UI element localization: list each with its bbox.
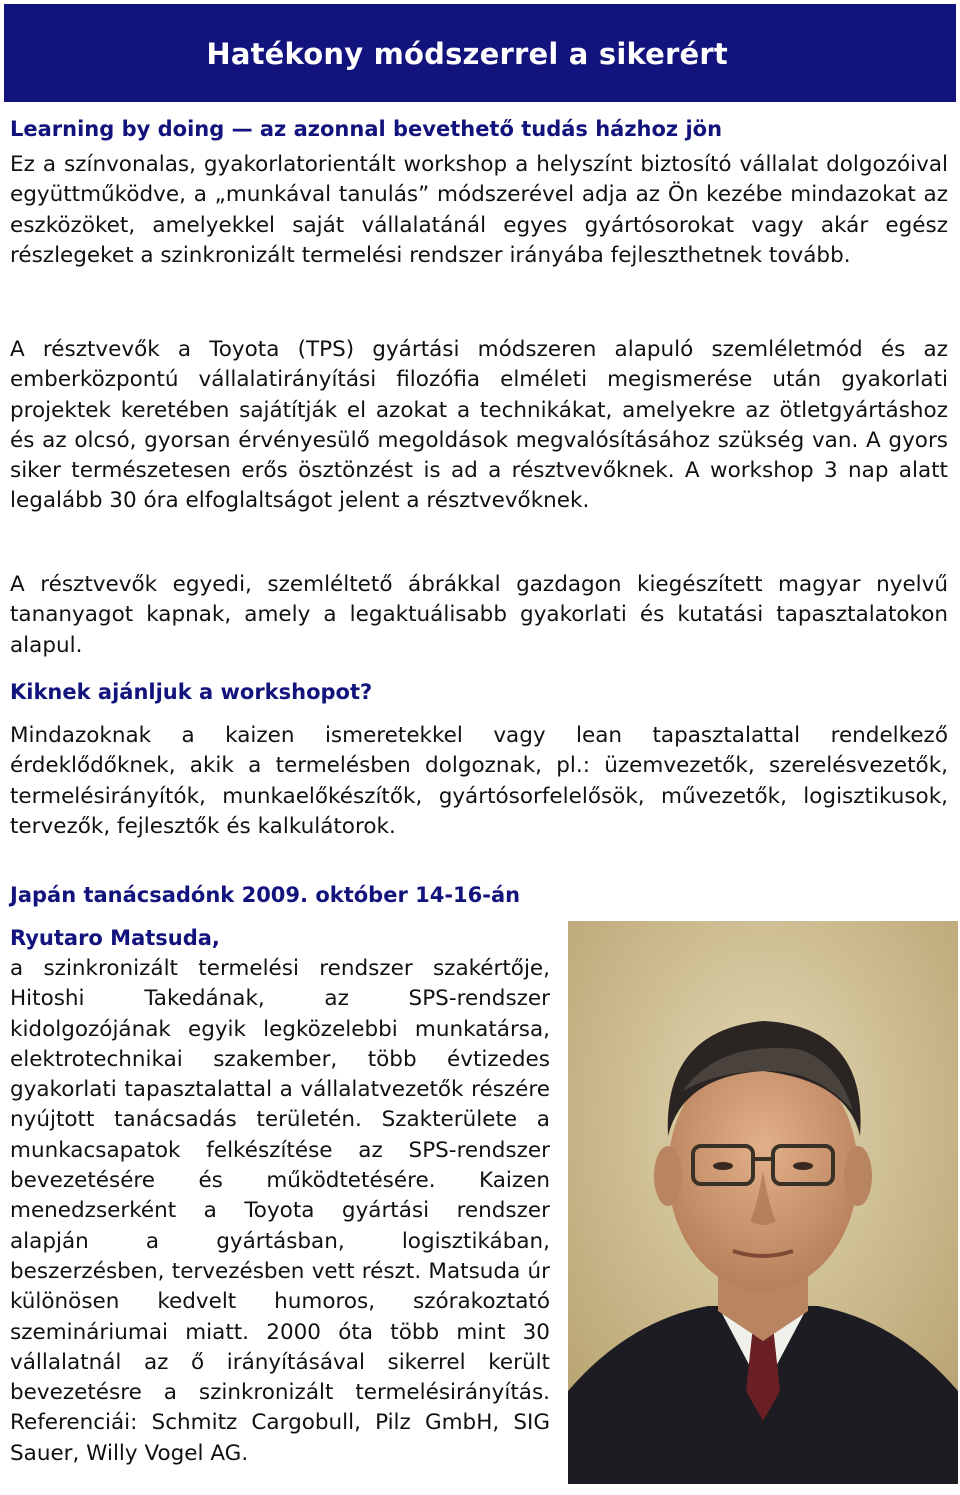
consultant-name: Ryutaro Matsuda, xyxy=(10,926,220,950)
intro-paragraph: Ez a színvonalas, gyakorlatorientált workshop a helyszínt biztosító vállalat dolgozóival együttműködve, a „munkával tanulás” módszerével adja az Ön kezébe mindazokat az eszközöket, amelyekkel saját vállalatánál egyes gyártósorokat vagy akár egész részlegeket a szinkronizált termelési rendszer irányába fejleszthetnek tovább. xyxy=(10,152,948,268)
method-paragraph: A résztvevők a Toyota (TPS) gyártási módszeren alapuló szemléletmód és az emberközpontú vállalatirányítási filozófia elméleti megismerése után gyakorlati projektek keretében sajátítják el azokat a technikákat, amelyekre az ötletgyártáshoz és az olcsó, gyorsan érvényesülő megoldások megvalósításához szükség van. A gyors siker természetesen erős ösztönzést is ad a résztvevőknek. A workshop 3 nap alatt legalább 30 óra elfoglaltságot jelent a résztvevőknek. xyxy=(10,337,948,514)
consultant-bio: a szinkronizált termelési rendszer szakértője, Hitoshi Takedának, az SPS-rendszer kidolgozójának egyik legközelebbi munkatársa, elektrotechnikai szakember, több évtizedes gyakorlati tapasztalattal a vállalatvezetők részére nyújtott tanácsadás területén. Szakterülete a munkacsapatok felkészítése az SPS-rendszer bevezetésére és működtetésére. Kaizen menedzserként a Toyota gyártási rendszer alapján a gyártásban, logisztikában, beszerzésben, tervezésben vett részt. Matsuda úr különösen kedvelt humoros, szórakoztató szemináriumai miatt. 2000 óta több mint 30 vállalatnál az ő irányításával sikerrel került bevezetésre a szinkronizált termelésirányítás. Referenciái: Schmitz Cargobull, Pilz GmbH, SIG Sauer, Willy Vogel AG. xyxy=(10,956,550,1466)
audience-heading: Kiknek ajánljuk a workshopot? xyxy=(10,680,373,704)
consultant-portrait-photo xyxy=(568,921,958,1484)
page-title: Hatékony módszerrel a sikerért xyxy=(206,37,728,71)
consultant-heading: Japán tanácsadónk 2009. október 14-16-án xyxy=(10,883,521,907)
learning-heading: Learning by doing — az azonnal bevethető tudás házhoz jön xyxy=(10,117,723,141)
title-banner xyxy=(4,4,956,102)
audience-paragraph: Mindazoknak a kaizen ismeretekkel vagy lean tapasztalattal rendelkező érdeklődőknek, akik a termelésben dolgoznak, pl.: üzemvezetők, szerelésvezetők, termelésirányítók, munkaelőkészítők, gyártósorfelelősök, művezetők, logisztikusok, tervezők, fejlesztők és kalkulátorok. xyxy=(10,723,948,839)
materials-paragraph: A résztvevők egyedi, szemléltető ábrákkal gazdagon kiegészített magyar nyelvű tananyagot kapnak, amely a legaktuálisabb gyakorlati és kutatási tapasztalatokon alapul. xyxy=(10,572,948,658)
